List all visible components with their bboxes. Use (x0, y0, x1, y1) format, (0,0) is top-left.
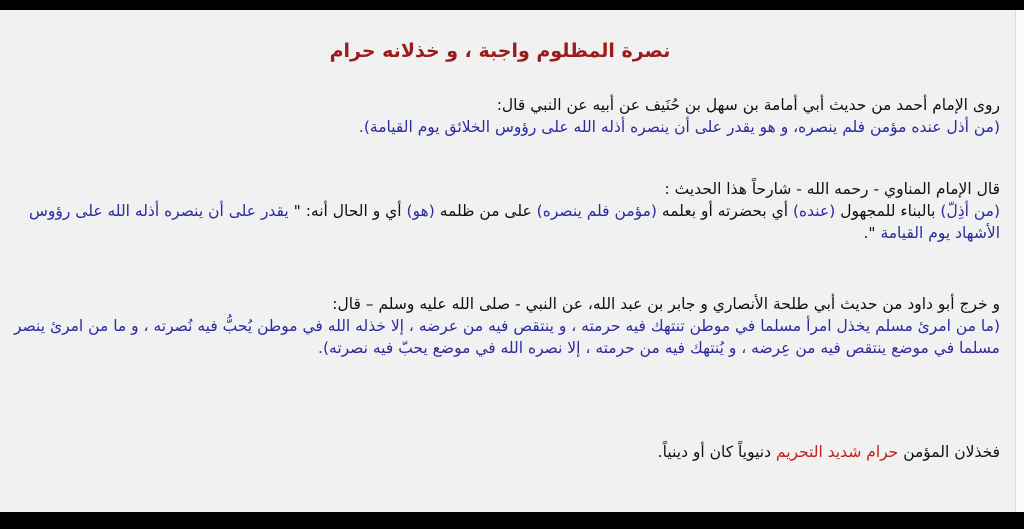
conclusion-part: دنيوياً كان أو دينياً. (657, 443, 776, 461)
commentary-text (0, 200, 1000, 244)
page-title: نصرة المظلوم واجبة ، و خذلانه حرام (329, 40, 671, 62)
paragraph-intro: روى الإمام أحمد من حديث أبي أمامة بن سهل بن حُنَيف عن أبيه عن النبي قال: (496, 96, 1000, 114)
page-edge (1015, 10, 1024, 512)
paragraph-hadith-abu-dawud (0, 293, 1000, 359)
commentary-gloss: بالبناء للمجهول (835, 202, 941, 220)
commentary-term: (مؤمن فلم ينصره) (536, 202, 657, 220)
conclusion-highlight: حرام شديد التحريم (775, 443, 899, 461)
document-frame (0, 10, 1024, 512)
commentary-quote: يقدر على أن ينصره أذله الله على رؤوس الأشهاد يوم القيامة (28, 202, 1000, 242)
commentary-gloss: على من ظلمه (434, 202, 537, 220)
commentary-term: (عنده) (792, 202, 836, 220)
paragraph-intro: و خرج أبو داود من حديث أبي طلحة الأنصاري و جابر بن عبد الله، عن النبي - صلى الله عليه وسلم – قال: (332, 295, 1000, 313)
paragraph-hadith-ahmad (0, 94, 1000, 138)
conclusion-text (0, 441, 1000, 463)
commentary-term: (من أذِلّ) (940, 202, 1000, 220)
document-page (0, 10, 1016, 512)
paragraph-conclusion (0, 441, 1000, 463)
conclusion-part: فخذلان المؤمن (898, 443, 1000, 461)
commentary-gloss: أي بحضرته أو بعلمه (656, 202, 793, 220)
hadith-quote: (ما من امرئ مسلم يخذل امرأ مسلما في موطن تنتهك فيه حرمته ، و ينتقص فيه من عرضه ، إلا خذله الله في موطن يُحبُّ فيه نُصرته ، و ما من امرئ ينصر مسلما في موضع ينتقص فيه من عِرضه ، و يُنتهك فيه من حرمته ، إلا نصره الله في موضع يحبّ فيه نصرته). (14, 317, 1000, 357)
commentary-term: (هو) (406, 202, 435, 220)
paragraph-munawi-commentary (0, 178, 1000, 244)
hadith-quote: (من أذل عنده مؤمن فلم ينصره، و هو يقدر على أن ينصره أذله الله على رؤوس الخلائق يوم القيامة). (358, 118, 1000, 136)
commentary-gloss: أي و الحال أنه: " (288, 202, 407, 220)
commentary-gloss: ". (863, 224, 881, 242)
paragraph-intro: قال الإمام المناوي - رحمه الله - شارحاً هذا الحديث : (664, 180, 1000, 198)
